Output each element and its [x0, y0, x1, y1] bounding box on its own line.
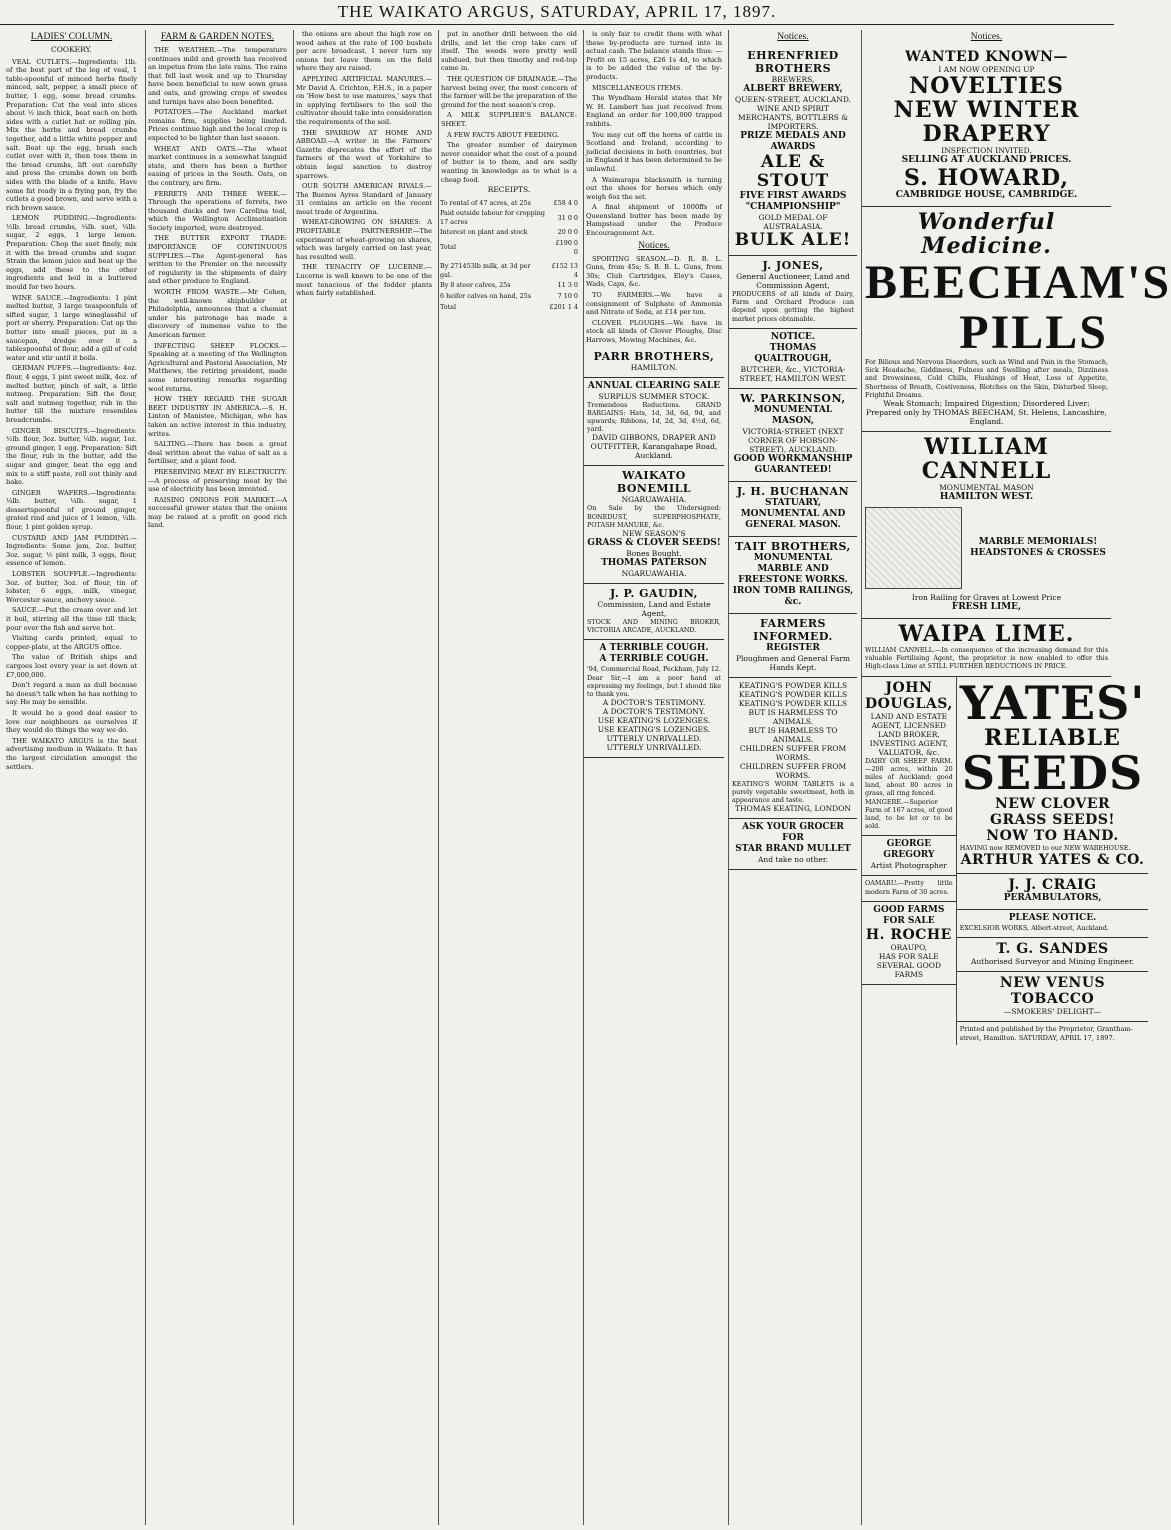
article-paragraph: APPLYING ARTIFICIAL MANURES.—Mr David A. Crichton, F.H.S., in a paper on 'How best to use manures,' says that in applying fertilisers to the soil the cultivator should take into consideration the requirements of the soil. — [296, 74, 432, 126]
ad-sub: HAMILTON. — [630, 362, 678, 372]
article-paragraph: SAUCE.—Put the cream over and let it boil, stirring all the time till thick; pour over the fish and serve hot. — [6, 606, 137, 632]
sandes-ad — [957, 938, 1149, 972]
ad-body: STOCK AND MINING BROKER, VICTORIA ARCADE, AUCKLAND. — [587, 618, 721, 635]
ad-title: PILLS — [959, 306, 1108, 359]
row-amount: £201 1 4 — [549, 302, 578, 311]
ad-title: MONUMENTAL MASON, — [753, 404, 833, 426]
ad-title: PLEASE NOTICE. — [1008, 912, 1097, 923]
ad-title: NOVELTIES — [909, 73, 1064, 99]
ad-title: A TERRIBLE COUGH. — [599, 654, 709, 665]
notices-heading: Notices. — [970, 32, 1003, 42]
ad-title: T. G. SANDES — [996, 941, 1109, 958]
ad-sub: BREWERS, — [771, 75, 815, 84]
article-paragraph: A final shipment of 1000ffs of Queensland butter has been made by Hampstead under the Produce Encouragement Act. — [586, 203, 722, 238]
masthead: THE WAIKATO ARGUS, SATURDAY, APRIL 17, 1897. — [0, 0, 1114, 25]
ad-sub: Ploughmen and General Farm Hands Kept. — [735, 653, 851, 672]
ad-title: PARR BROTHERS, — [593, 349, 715, 363]
article-paragraph: INFECTING SHEEP FLOCKS.—Speaking at a meeting of the Wellington Agricultural and Pastoral Association, Mr Matthews, the retiring president, made some interesting remarks regarding wool returns. — [148, 341, 287, 393]
article-paragraph: The value of British ships and cargoes lost every year is set down at £7,000,000. — [6, 653, 137, 679]
mullet-ad — [729, 819, 857, 870]
venus-ad — [957, 972, 1149, 1022]
ad-title: ALE & STOUT — [756, 152, 830, 191]
ad-title: MARBLE MEMORIALS! — [978, 537, 1098, 548]
article-body — [146, 46, 289, 530]
ad-title: WILLIAM CANNELL — [921, 434, 1052, 485]
ad-sub: HAS FOR SALE SEVERAL GOOD FARMS — [876, 951, 941, 979]
ad-sub: General Auctioneer, Land and Commission Agent, — [736, 272, 850, 290]
ad-sub: —SMOKERS' DELIGHT— — [1003, 1007, 1102, 1017]
article-paragraph: THE WAIKATO ARGUS is the best advertising medium in Waikato. It has the largest circulation amongst the settlers. — [6, 736, 137, 771]
ad-title: JOHN DOUGLAS, — [865, 679, 953, 712]
bonemill-ad — [584, 466, 724, 584]
waipa-ad — [862, 619, 1111, 677]
row-amount: 11 3 0 — [557, 281, 578, 290]
row-label: By 8 steer calves, 25s — [440, 281, 511, 290]
ad-line: Weak Stomach; Impaired Digestion; Disordered Liver; — [883, 399, 1090, 409]
ad-body: OAMARU.—Pretty little modern Farm of 30 acres. — [865, 879, 953, 896]
ad-sub: NGARUAWAHIA. — [621, 569, 687, 579]
article-paragraph: WORTH FROM WASTE.—Mr Cohen, the well-known shipbuilder at Philadelphia, announces that a chemist under his patronage has made a discovery of immense value to the American farmer. — [148, 288, 287, 339]
ad-sub: I AM NOW OPENING UP — [938, 65, 1035, 74]
article-paragraph: WHEAT AND OATS.—The wheat market continues in a somewhat languid state, and there has been a further easing of prices in the South. Oats, on the contrary, are firm. — [148, 144, 287, 187]
farmers-ad: TO FARMERS.—We have a consignment of Sulphate of Ammonia and Nitrate of Soda, at £14 per ton. — [586, 291, 722, 317]
excelsior-ad — [957, 910, 1149, 938]
tait-ad — [729, 537, 857, 614]
ad-title: GOOD FARMS FOR SALE — [873, 904, 945, 926]
ad-title: GRASS & CLOVER SEEDS! — [587, 538, 721, 549]
row-label: Interest on plant and stock — [440, 228, 528, 237]
article-paragraph: A MILK SUPPLIER'S BALANCE-SHEET. — [441, 111, 577, 128]
ad-title: FARMERS INFORMED. — [753, 616, 833, 643]
ad-title: EHRENFRIED BROTHERS — [747, 49, 839, 75]
ad-line: USE KEATING'S LOZENGES. — [597, 725, 711, 735]
table-row — [439, 198, 579, 209]
notices-heading: Notices. — [777, 32, 809, 42]
ad-line: A DOCTOR'S TESTIMONY. — [602, 707, 706, 717]
section-subheading: COOKERY. — [51, 45, 92, 54]
yates-column — [957, 677, 1149, 1046]
ad-body: '94, Commercial Road, Peckham, July 12. Dear Sir,—I am a poor hand at expressing my feelings, but I should like to thank you. — [587, 665, 721, 699]
ad-sub: INSPECTION INVITED. — [941, 146, 1032, 155]
article-body — [294, 30, 434, 298]
ad-sub: LAND AND ESTATE AGENT, LICENSED LAND BROKER, INVESTING AGENT, VALUATOR, &c. — [869, 711, 948, 757]
ad-title: HAMILTON WEST. — [939, 492, 1034, 503]
gregory-ad — [862, 836, 956, 876]
table-row — [439, 291, 579, 302]
ad-sub: Authorised Surveyor and Mining Engineer. — [970, 957, 1135, 967]
article-paragraph: THE SPARROW AT HOME AND ABROAD.—A writer in the Farmers' Gazette deprecates the effort of the farmers of the west of Yorkshire to obtain legal sanction to destroy sparrows. — [296, 128, 432, 180]
article-paragraph: POTATOES.—The Auckland market remains firm, supplies being limited. Prices continue high and the local crop is expected to be lighter than last season. — [148, 108, 287, 142]
article-paragraph: the onions are about the high row on wood ashes at the rate of 100 bushels per acre broadcast. I never turn my onions but leave them on the field where they are raised. — [296, 30, 432, 73]
article-paragraph: THE TENACITY OF LUCERNE.—Lucerne is well known to be one of the most tenacious of the fodder plants when fairly established. — [296, 263, 432, 298]
table-row — [439, 302, 579, 313]
article-paragraph: GERMAN PUFFS.—Ingredients: 4oz. flour, 4 eggs, 1 pint sweet milk, 4oz. of melted butter, pinch of salt, a little nutmeg. Preparation: Sift the flour, salt and nutmeg together, rub in the butter till the mixture resembles breadcrumbs. — [6, 364, 137, 424]
ad-line: BUT IS HARMLESS TO ANIMALS. — [748, 707, 838, 726]
ad-sign: THOMAS KEATING, LONDON — [735, 804, 851, 814]
ad-sign: Prepared only by THOMAS BEECHAM, St. Helens, Lancashire, England. — [866, 408, 1107, 427]
ad-line: KEATING'S POWDER KILLS — [738, 698, 848, 708]
ad-title: NEW WINTER DRAPERY — [893, 97, 1080, 147]
notices-heading: Notices. — [638, 240, 670, 251]
craig-ad — [957, 874, 1149, 910]
ad-title: A TERRIBLE COUGH. — [599, 643, 709, 654]
row-label: Total — [440, 302, 457, 311]
article-paragraph: A FEW FACTS ABOUT FEEDING. — [447, 130, 560, 139]
ad-title: STATUARY, MONUMENTAL AND GENERAL MASON. — [740, 497, 846, 530]
ad-body: On Sale by the Undersigned: BONEDUST, SUPERPHOSPHATE, POTASH MANURE, &c. — [587, 504, 721, 529]
ad-title: "CHAMPIONSHIP" — [745, 202, 841, 212]
article-paragraph: THE BUTTER EXPORT TRADE: IMPORTANCE OF CONTINUOUS SUPPLIES.—The Agent-general has written to the Premier on the necessity of regularity in the shipments of dairy and other produce to England. — [148, 234, 287, 286]
register-ad — [729, 614, 857, 678]
ad-sub: GOLD MEDAL OF AUSTRALASIA. — [758, 213, 828, 231]
jones-ad — [729, 256, 857, 329]
ad-line: Iron Railing for Graves at Lowest Price — [911, 593, 1062, 603]
ad-sub: ORAUPO, — [890, 942, 928, 952]
ad-sub: Commission, Land and Estate Agent, — [597, 600, 711, 619]
ad-title: J. P. GAUDIN, — [609, 587, 698, 601]
ad-sub: VICTORIA-STREET (NEXT CORNER OF HOBSON-STREET), AUCKLAND. — [742, 426, 844, 454]
ad-title: YATES' — [959, 675, 1146, 730]
ad-title: BEECHAM'S — [865, 256, 1171, 309]
article-paragraph: It would be a good deal easier to love our neighbours as ourselves if they would do things the way we do. — [6, 708, 137, 735]
cannell-ad — [862, 432, 1111, 619]
ad-body: DAIRY OR SHEEP FARM.—200 acres, within 20 miles of Auckland; good land, about 80 acres in grass, all ring fenced. — [865, 756, 953, 798]
ad-title: SEEDS — [961, 745, 1144, 800]
table-row — [439, 208, 579, 227]
ad-body: HAVING now REMOVED to our NEW WAREHOUSE. — [959, 843, 1131, 852]
ad-title: PRIZE MEDALS AND AWARDS — [740, 131, 846, 152]
ad-line: KEATING'S POWDER KILLS — [738, 680, 848, 690]
ad-body: MANGERE.—Superior Farm of 167 acres, of good land, to be let or to be sold. — [865, 797, 953, 831]
clover-ad: CLOVER PLOUGHS.—We have in stock all kinds of Clover Ploughs, Disc Harrows, Mowing Machines, &c. — [586, 318, 722, 344]
column-farm — [145, 30, 289, 1525]
row-label: Paid outside labour for cropping 17 acres — [440, 209, 545, 226]
grave-railing-illustration — [865, 507, 962, 589]
article-paragraph: is only fair to credit them with what these by-products are turned into in actual cash. The balance stands thus: —Profit on 15 acres, £26 1s 4d, to which is to be added the value of the by-products. — [586, 30, 722, 81]
row-amount: 20 0 0 — [557, 228, 578, 237]
ad-title: H. ROCHE — [865, 926, 952, 943]
annual-sale-ad — [584, 378, 724, 467]
sporting-ad: SPORTING SEASON.—D. R. B. L. Guns, from 45s; S. B. B. L. Guns, from 30s; Club Cartridges, Eley's Cases, Wads, Caps, &c. — [586, 254, 722, 289]
article-body — [584, 30, 724, 238]
article-paragraph: THE WEATHER.—The temperature continues mild and growth has received an impetus from the late rains. The rains that fell last week and up to Thursday have been beneficial to new sown grass and oats, and growing crops of swedes and turnips have also been benefited. — [148, 46, 287, 106]
article-paragraph: A Waimarapa blacksmith is turning out the shoes for horses which only weigh 6oz the set. — [586, 175, 722, 201]
ad-title: STAR BRAND MULLET — [735, 844, 851, 855]
ad-title: PERAMBULATORS, — [1003, 892, 1102, 903]
section-heading: LADIES' COLUMN. — [30, 32, 113, 42]
ad-title: SELLING AT AUCKLAND PRICES. — [901, 155, 1072, 165]
row-amount: 31 0 0 — [557, 213, 578, 222]
ad-title: HEADSTONES & CROSSES — [970, 548, 1106, 559]
row-amount: £190 0 0 — [555, 239, 578, 256]
douglas-column — [862, 677, 957, 1046]
article-paragraph: SALTING.—There has been a great deal written about the value of salt as a fertiliser, and a plant food. — [148, 440, 287, 466]
imprint: Printed and published by the Proprietor, Grantham-street, Hamilton. SATURDAY, APRIL 17, 1897. — [959, 1025, 1133, 1042]
douglas-ad — [862, 677, 956, 837]
row-label: 6 heifer calves on hand, 25s — [440, 292, 532, 301]
article-paragraph: CUSTARD AND JAM PUDDING.—Ingredients: Some jam, 2oz. butter, 3oz. sugar, ½ pint milk, 3 eggs, flour, essence of lemon. — [6, 533, 137, 568]
howard-ad — [862, 46, 1111, 207]
qualtrough-ad — [729, 329, 857, 389]
ad-title: REGISTER — [766, 642, 820, 653]
ad-title: TAIT BROTHERS, — [735, 539, 851, 553]
beecham-ad — [862, 207, 1171, 432]
ad-line: USE KEATING'S LOZENGES. — [597, 716, 711, 726]
ad-title: NOW TO HAND. — [986, 827, 1119, 844]
ad-title: IRON TOMB RAILINGS, &c. — [732, 585, 854, 607]
parr-ad — [584, 347, 724, 378]
ad-body: KEATING'S WORM TABLETS is a purely vegetable sweetmeat, both in appearance and taste. — [732, 779, 854, 805]
row-amount: £58 4 0 — [553, 198, 578, 207]
parkinson-ad — [729, 389, 857, 482]
ad-title: ANNUAL CLEARING SALE — [587, 380, 721, 391]
article-paragraph: LOBSTER SOUFFLE.—Ingredients: 3oz. of butter, 3oz. of flour, tin of lobster, 6 eggs, milk, vinegar, Worcester sauce, anchovy sauce. — [6, 570, 137, 604]
ad-title: GOOD WORKMANSHIP GUARANTEED! — [733, 453, 853, 475]
ad-line: BUT IS HARMLESS TO ANIMALS. — [748, 725, 838, 744]
article-paragraph: WINE SAUCE.—Ingredients: 1 pint melted butter, 3 large teaspoonfuls of sifted sugar, 1 large wineglassful of port or sherry. Preparation: Cut up the butter into small pieces, put in a saucepan, dredge over it a tablespoonful of flour, add a gill of cold water and stir until it boils. — [6, 293, 137, 362]
ad-title: J. JONES, — [762, 259, 824, 272]
ad-title: GRASS SEEDS! — [989, 811, 1116, 828]
article-paragraph: RAISING ONIONS FOR MARKET.—A successful grower states that the onions may be raised at a profit on good rich land. — [148, 495, 287, 530]
keating-cough-ad — [584, 640, 724, 758]
ad-title: RELIABLE — [984, 724, 1121, 751]
ad-sub: Bones Bought. — [626, 549, 682, 559]
ad-body: For Bilious and Nervous Disorders, such as Wind and Pain in the Stomach, Sick Headache, Giddiness, Fulness and Swelling after meals, Dizziness and Drowsiness, Cold Chills, Flushings of Heat, Loss of Appetite, Shortness of Breath, Costiveness, Blotches on the Skin, Disturbed Sleep, Frightful Dreams. — [865, 358, 1108, 399]
gaudin-ad — [584, 584, 724, 640]
article-paragraph: THE QUESTION OF DRAINAGE.—The harvest being over, the most concern of the farmer will be the preparation of the ground for the next season's crop. — [441, 74, 577, 109]
roche-ad — [862, 902, 956, 985]
article-paragraph: Don't regard a man as dull because he doesn't talk when he has nothing to say. He may be sensible. — [6, 681, 137, 707]
ad-title: ARTHUR YATES & CO. — [960, 851, 1145, 868]
ehrenfried-ad — [729, 46, 857, 256]
article-paragraph: MISCELLANEOUS ITEMS. — [592, 83, 683, 92]
ad-title: MONUMENTAL MARBLE AND FREESTONE WORKS. — [738, 552, 848, 585]
ad-line: CHILDREN SUFFER FROM WORMS. — [739, 761, 847, 780]
table-row — [439, 227, 579, 238]
article-body — [4, 58, 139, 772]
ad-sign: DAVID GIBBONS, DRAPER AND OUTFITTER, Karangahape Road, Auckland. — [590, 433, 718, 461]
column-misc-notices — [583, 30, 724, 1525]
row-label: Total — [440, 243, 457, 252]
article-paragraph: WHEAT-GROWING ON SHARES: A PROFITABLE PARTNERSHIP.—The experiment of wheat-growing on shares, which was largely carried on last year, has resulted well. — [296, 218, 432, 261]
ad-body: EXCELSIOR WORKS, Albert-street, Auckland. — [959, 923, 1109, 932]
ad-title: Wonderful Medicine. — [917, 209, 1056, 259]
ad-body: WILLIAM CANNELL.—In consequence of the increasing demand for this valuable Fertilising Agent, the proprietor is now enabled to offer this High-class Lime at STILL FURTHER REDUCTIONS IN PRICE. — [865, 646, 1108, 671]
row-label: By 271453lb milk, at 3d per gal. — [440, 262, 531, 279]
article-paragraph: OUR SOUTH AMERICAN RIVALS.—The Buenos Ayres Standard of January 31 contains an article on the recent meat trade of Argentina. — [296, 182, 432, 216]
column-farm-notes-2 — [438, 30, 579, 1525]
article-paragraph: FERRETS AND THREE WEEK.—Through the operations of ferrets, two thousand ducks and two Carolina teal, which the Wellington Acclimatisation Society imported, were destroyed. — [148, 189, 287, 232]
ad-title: FIVE FIRST AWARDS — [739, 191, 847, 201]
ad-body: Tremendous Reductions. GRAND BARGAINS: Hats, 1d, 3d, 6d, 9d, and upwards; Ribbons, 1d, 2d, 3d, 4½d, 6d, yard. — [587, 400, 721, 434]
ad-sub: NGARUAWAHIA. — [621, 495, 687, 505]
keating-powder-ad — [729, 678, 857, 820]
section-heading: FARM & GARDEN NOTES. — [160, 32, 275, 42]
yates-ad — [957, 677, 1149, 874]
article-body — [439, 30, 579, 184]
ad-sub: BUTCHER, &c., VICTORIA-STREET, HAMILTON WEST. — [739, 364, 847, 383]
column-farm-continued — [293, 30, 434, 1525]
article-paragraph: GINGER BISCUITS.—Ingredients: ½lb. flour, 3oz. butter, ¼lb. sugar, 1oz. ground ginger, 1 egg. Preparation: Sift the flour, rub in the butter, add the sugar and ginger, beat the egg and mix to a stiff paste, roll out thinly and bake. — [6, 426, 137, 487]
ad-line: UTTERLY UNRIVALLED. — [606, 743, 702, 753]
ad-title: NEW CLOVER — [994, 795, 1111, 812]
ad-sub: MONUMENTAL MASON — [939, 483, 1034, 493]
table-row — [439, 238, 579, 257]
ad-title: THOMAS PATERSON — [601, 558, 707, 569]
ad-sub: Artist Photographer — [870, 861, 947, 871]
column-notices — [728, 30, 857, 1525]
article-paragraph: VEAL CUTLETS.—Ingredients: 1lb. of the best part of the leg of veal, 1 table-spoonful of minced herbs finely minced, salt, pepper, a small piece of butter, 1 egg, some bread crumbs. Preparation: Cut the veal into slices about ½ inch thick, beat each on both sides with a cutlet bat or rolling pin. Mix the herbs and bread crumbs together, add a little white pepper and salt. Beat up the egg, brush each cutlet over with it, then toss them in the bread crumbs, lift out carefully and press the crumbs down on both sides with the blade of a knife. Have some fat ready in a frying pan, fry the cutlets a good brown, and serve with a rich brown sauce. — [6, 57, 137, 212]
ad-sub: NEW SEASON'S — [622, 529, 686, 539]
ad-title: J. H. BUCHANAN — [736, 484, 850, 498]
article-paragraph: put in another drill between the old drills, and let the crop take care of itself. The weeds were pretty well subdued, but then timothy and red-top came in. — [441, 30, 577, 73]
article-paragraph: HOW THEY REGARD THE SUGAR BEET INDUSTRY IN AMERICA.—S. H. Linton of Manistee, Michigan, who has taken an active interest in this industry, writes. — [148, 395, 287, 438]
table-row — [439, 261, 579, 280]
article-paragraph: GINGER WAFERS.—Ingredients: ¼lb. butter, ¼lb. sugar, 1 dessertspoonful of ground ginger, grated rind and juice of 1 lemon, ¼lb. flour, 1 pint golden syrup. — [6, 488, 137, 532]
article-paragraph: Visiting cards printed, equal to copper-plate, at the ARGUS office. — [6, 634, 137, 651]
buchanan-ad — [729, 482, 857, 537]
ad-body: PRODUCERS of all kinds of Dairy, Farm and Orchard Produce can depend upon getting the highest market prices obtainable. — [732, 290, 854, 323]
row-amount: 7 10 0 — [557, 292, 578, 301]
ad-title: ALBERT BREWERY, — [743, 84, 843, 94]
article-paragraph: The greater number of dairymen never consider what the cost of a pound of butter is to them, and are sadly wanting in knowledge as to what is a cheap food. — [441, 141, 577, 184]
ad-title: NOTICE. — [770, 331, 816, 342]
ad-sub: WINE AND SPIRIT MERCHANTS, BOTTLERS & IMPORTERS. — [738, 104, 848, 131]
article-paragraph: PRESERVING MEAT BY ELECTRICITY.—A process of preserving meat by the use of electricity has been invented. — [148, 467, 287, 494]
ad-line: CHILDREN SUFFER FROM WORMS. — [739, 743, 847, 762]
table-title: RECEIPTS. — [487, 185, 531, 195]
column-large-ads — [861, 30, 1171, 1525]
article-paragraph: LEMON PUDDING.—Ingredients: ½lb. bread crumbs, ¼lb. suet, ¼lb. sugar, 2 eggs, 1 large lemon. Preparation: Chop the suet finely, mix it with the bread crumbs and sugar. Strain the lemon juice and beat up the eggs, add these to the other ingredients and boil in a buttered mould for two hours. — [6, 214, 137, 292]
ad-title: GEORGE GREGORY — [883, 839, 935, 861]
ad-title: WANTED KNOWN— — [905, 49, 1068, 65]
article-paragraph: You may cut off the horns of cattle in Scotland and Ireland, according to judicial decisions in both countries, but in England it has been determined to be unlawful. — [586, 130, 722, 173]
ad-title: THOMAS QUALTROUGH, — [754, 342, 832, 364]
receipts-sheet — [439, 261, 579, 312]
ad-line: UTTERLY UNRIVALLED. — [606, 734, 702, 744]
ad-line: KEATING'S POWDER KILLS — [738, 689, 848, 699]
ad-title: J. J. CRAIG — [1008, 876, 1097, 893]
ad-title: WAIKATO BONEMILL — [616, 469, 692, 496]
ad-sub: QUEEN-STREET, AUCKLAND. — [734, 95, 852, 104]
ad-title: W. PARKINSON, — [740, 391, 846, 405]
table-row — [439, 280, 579, 291]
article-paragraph: The Wyndham Herald states that Mr W. H. Lambert has just received from England an order for 100,000 trapped rabbits. — [586, 94, 722, 128]
row-label: To rental of 47 acres, at 25s — [440, 198, 531, 207]
column-ladies — [4, 30, 139, 1525]
ad-title: BULK ALE! — [734, 230, 852, 250]
oamaru-ad — [862, 876, 956, 901]
balance-sheet — [439, 198, 579, 258]
ad-title: CAMBRIDGE HOUSE, CAMBRIDGE. — [895, 190, 1078, 200]
ad-title: NEW VENUS TOBACCO — [999, 975, 1106, 1008]
ad-title: S. HOWARD, — [904, 165, 1069, 191]
row-amount: £152 13 4 — [551, 262, 578, 279]
ad-title: WAIPA LIME. — [898, 621, 1075, 648]
ad-sub: And take no other. — [758, 855, 828, 865]
ad-sub: SURPLUS SUMMER STOCK. — [598, 391, 710, 401]
ad-title: ASK YOUR GROCER FOR — [742, 822, 844, 844]
ad-title: FRESH LIME, — [951, 602, 1022, 613]
ad-line: A DOCTOR'S TESTIMONY. — [602, 698, 706, 708]
